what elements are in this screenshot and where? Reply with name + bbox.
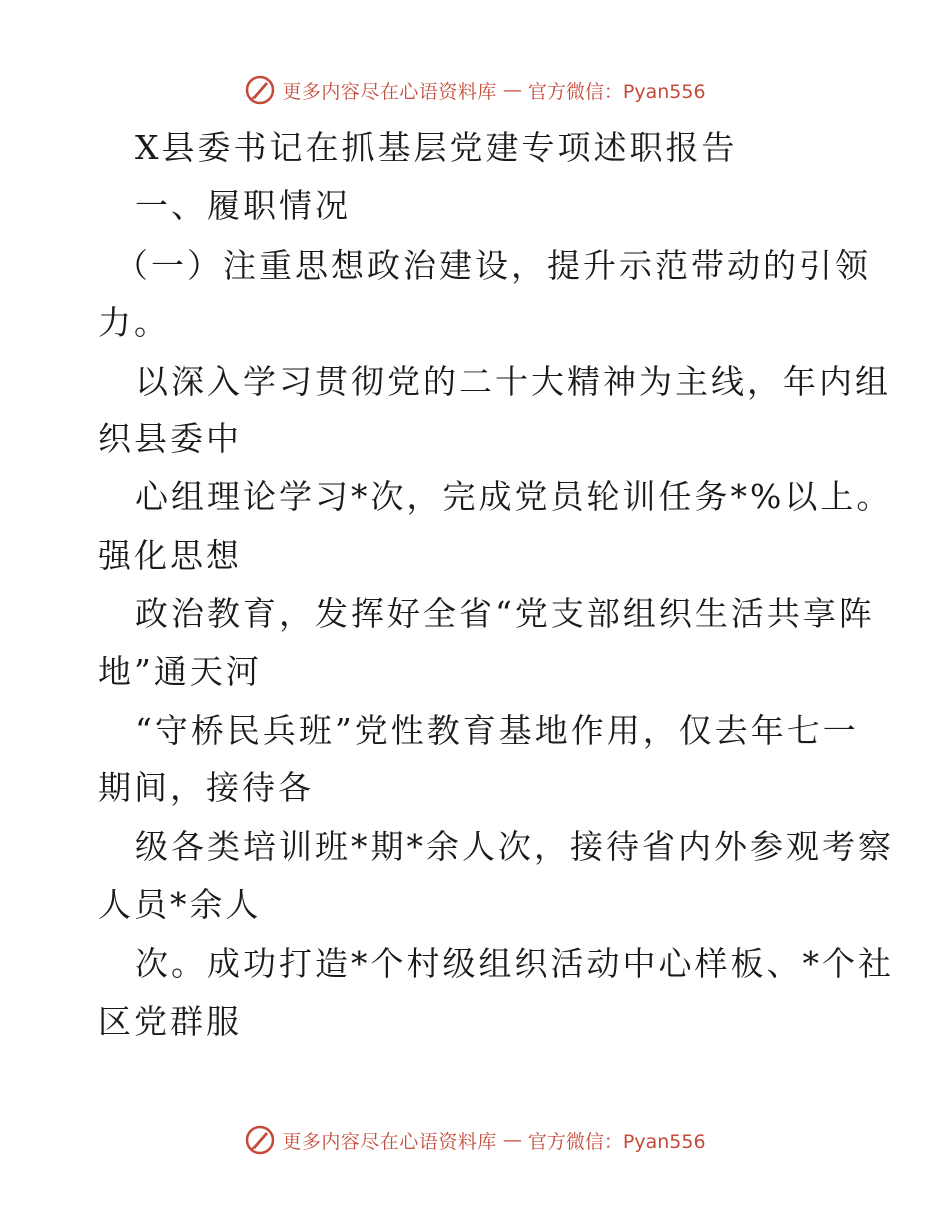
paragraph-line: 心组理论学习*次，完成党员轮训任务*%以上。	[135, 477, 893, 516]
banner-contact: 官方微信：Pyan556	[527, 80, 706, 103]
footer-banner	[0, 1120, 950, 1160]
banner-separator: —	[502, 79, 522, 101]
document-title: X县委书记在抓基层党建专项述职报告	[135, 128, 738, 167]
paragraph-line: 强化思想	[98, 536, 242, 575]
paragraph-line: 次。成功打造*个村级组织活动中心样板、*个社	[135, 944, 894, 983]
banner-text: 更多内容尽在心语资料库	[282, 1130, 497, 1153]
header-banner	[0, 70, 950, 110]
paragraph-line: （一）注重思想政治建设，提升示范带动的引领	[115, 246, 871, 285]
banner-text: 更多内容尽在心语资料库	[282, 80, 497, 103]
section-heading: 一、履职情况	[135, 186, 351, 225]
paragraph-line: 力。	[98, 303, 170, 342]
feather-pen-logo-icon	[244, 1124, 276, 1156]
banner-contact: 官方微信：Pyan556	[527, 1130, 706, 1153]
paragraph-line: 以深入学习贯彻党的二十大精神为主线，年内组	[135, 362, 891, 401]
paragraph-line: 地”通天河	[98, 652, 262, 691]
paragraph-line: 期间，接待各	[98, 768, 314, 807]
paragraph-line: 政治教育，发挥好全省“党支部组织生活共享阵	[135, 594, 875, 633]
paragraph-line: 级各类培训班*期*余人次，接待省内外参观考察	[135, 827, 894, 866]
paragraph-line: “守桥民兵班”党性教育基地作用，仅去年七一	[135, 711, 859, 750]
paragraph-line: 人员*余人	[98, 885, 262, 924]
paragraph-line: 区党群服	[98, 1002, 242, 1041]
paragraph-line: 织县委中	[98, 419, 242, 458]
banner-separator: —	[502, 1129, 522, 1151]
feather-pen-logo-icon	[244, 74, 276, 106]
